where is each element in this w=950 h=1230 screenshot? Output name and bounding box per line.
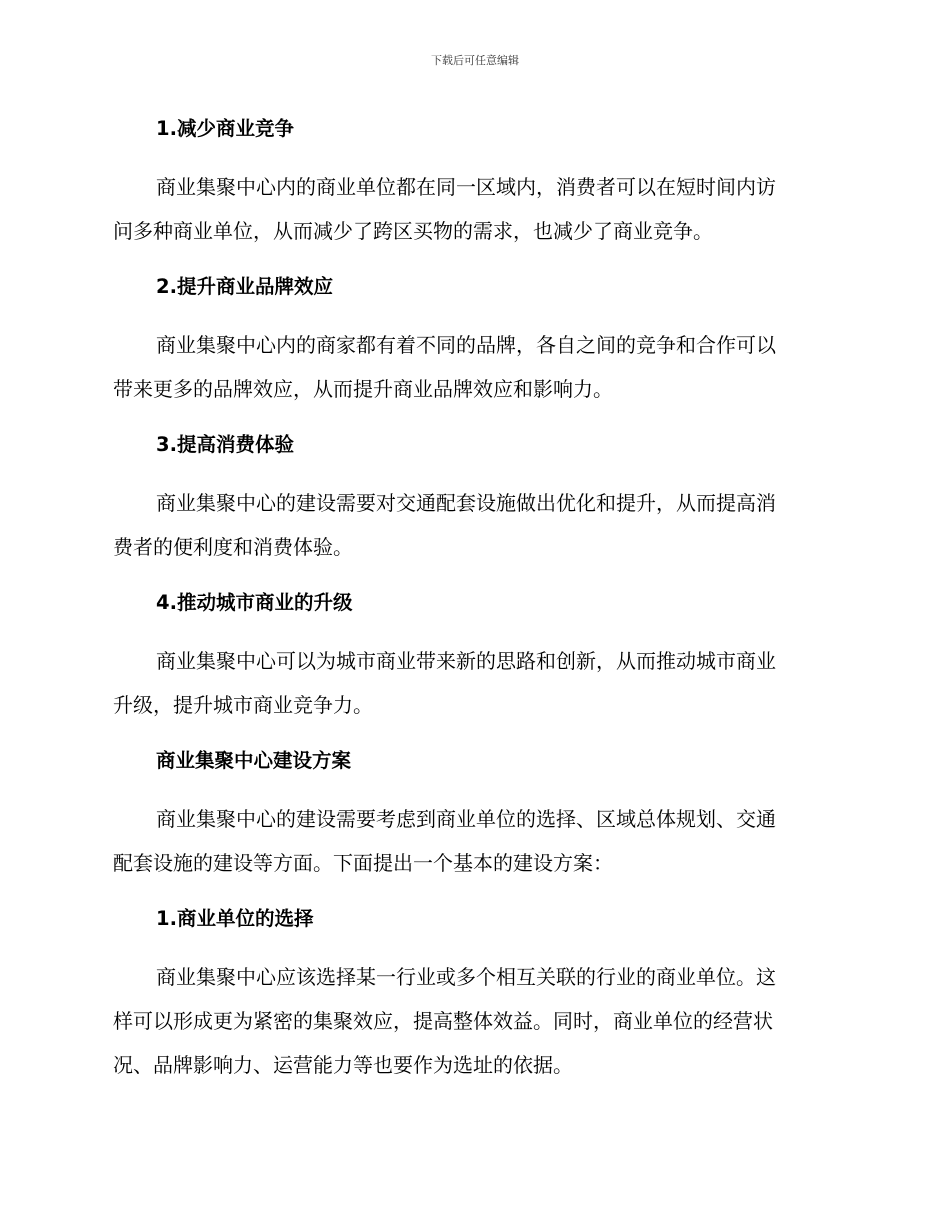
paragraph-line: 商业集聚中心的建设需要对交通配套设施做出优化和提升，从而提高消 xyxy=(156,491,776,515)
paragraph-line: 带来更多的品牌效应，从而提升商业品牌效应和影响力。 xyxy=(113,377,613,401)
paragraph-line: 费者的便利度和消费体验。 xyxy=(113,535,353,559)
paragraph-line: 况、品牌影响力、运营能力等也要作为选址的依据。 xyxy=(113,1053,573,1077)
section-heading: 3.提高消费体验 xyxy=(156,433,294,456)
document-body xyxy=(113,113,830,1105)
paragraph-line: 配套设施的建设等方面。下面提出一个基本的建设方案： xyxy=(113,851,613,875)
section-paragraph xyxy=(113,481,830,569)
paragraph-line: 问多种商业单位，从而减少了跨区买物的需求，也减少了商业竞争。 xyxy=(113,219,713,243)
paragraph-line: 商业集聚中心可以为城市商业带来新的思路和创新，从而推动城市商业 xyxy=(156,649,776,673)
page-header-watermark: 下载后可任意编辑 xyxy=(431,54,519,67)
paragraph-line: 商业集聚中心内的商家都有着不同的品牌，各自之间的竞争和合作可以 xyxy=(156,333,776,357)
section-heading: 2.提升商业品牌效应 xyxy=(156,275,333,298)
section-heading: 1.商业单位的选择 xyxy=(156,907,314,930)
section-paragraph xyxy=(113,797,830,885)
section-paragraph xyxy=(113,955,830,1087)
section-paragraph xyxy=(113,165,830,253)
section-paragraph xyxy=(113,639,830,727)
paragraph-line: 样可以形成更为紧密的集聚效应，提高整体效益。同时，商业单位的经营状 xyxy=(113,1009,773,1033)
paragraph-line: 商业集聚中心应该选择某一行业或多个相互关联的行业的商业单位。这 xyxy=(156,965,776,989)
section-heading: 4.推动城市商业的升级 xyxy=(156,591,353,614)
paragraph-line: 商业集聚中心的建设需要考虑到商业单位的选择、区域总体规划、交通 xyxy=(156,807,776,831)
paragraph-line: 商业集聚中心内的商业单位都在同一区域内，消费者可以在短时间内访 xyxy=(156,175,776,199)
section-heading: 1.减少商业竞争 xyxy=(156,117,294,140)
paragraph-line: 升级，提升城市商业竞争力。 xyxy=(113,693,373,717)
section-heading: 商业集聚中心建设方案 xyxy=(156,749,352,772)
section-paragraph xyxy=(113,323,830,411)
